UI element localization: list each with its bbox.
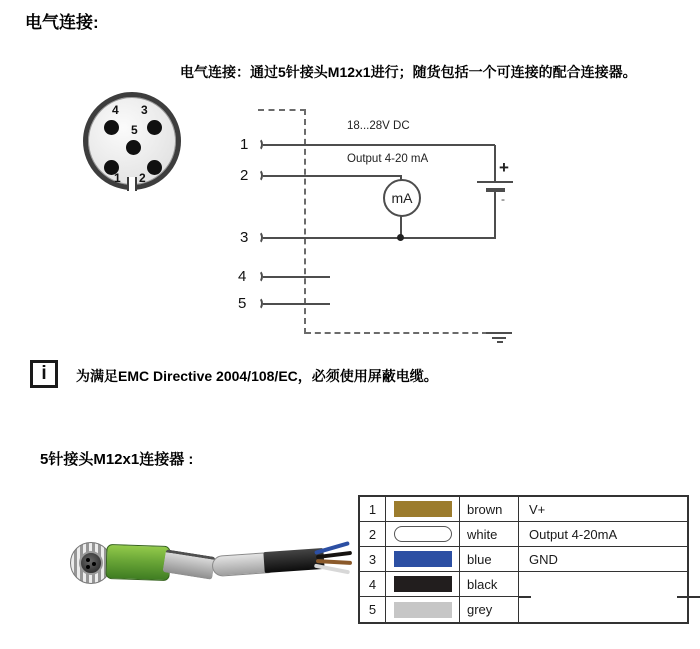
- battery-minus-label: -: [501, 192, 505, 206]
- device-boundary-dashed-vertical: [304, 109, 306, 334]
- schematic-pin-5: 5: [238, 295, 247, 312]
- page-title: 电气连接:: [25, 13, 99, 32]
- table-cell-swatch: [386, 572, 460, 597]
- pin-label: 1: [114, 171, 121, 185]
- table-cell-color: white: [460, 522, 519, 547]
- partial-divider-tick-left: [519, 596, 531, 598]
- pin-socket-symbol: [254, 231, 263, 244]
- table-cell-function: V+: [519, 497, 687, 522]
- table-cell-pin: 5: [360, 597, 386, 622]
- table-cell-function: [519, 572, 687, 597]
- table-cell-swatch: [386, 597, 460, 622]
- pin-contact-3: [147, 120, 162, 135]
- table-cell-pin: 1: [360, 497, 386, 522]
- wire-pin3: [263, 237, 495, 239]
- wire-pin1: [263, 144, 495, 146]
- pin-label: 2: [139, 171, 146, 185]
- cable-sleeve: [163, 549, 216, 580]
- color-swatch-grey: [394, 602, 452, 618]
- schematic-pin-3: 3: [240, 229, 249, 246]
- device-boundary-dashed-top: [258, 109, 306, 111]
- table-cell-pin: 3: [360, 547, 386, 572]
- ground-icon: [486, 332, 512, 334]
- socket-hole: [92, 562, 96, 566]
- battery-plus-label: +: [499, 158, 509, 177]
- battery-plate-long: [477, 181, 513, 183]
- pin-contact-5: [126, 140, 141, 155]
- schematic-pin-4: 4: [238, 268, 247, 285]
- section-title: 5针接头M12x1连接器 :: [40, 451, 194, 468]
- pin-label: 5: [131, 123, 138, 137]
- table-cell-color: brown: [460, 497, 519, 522]
- schematic-pin-1: 1: [240, 136, 249, 153]
- battery-lead-bottom: [494, 192, 496, 239]
- milliammeter-symbol: [383, 179, 421, 217]
- table-cell-pin: 4: [360, 572, 386, 597]
- info-icon-glyph: i: [41, 363, 47, 384]
- table-cell-function: Output 4-20mA: [519, 522, 687, 547]
- pin-socket-symbol: [254, 297, 263, 310]
- pin-label: 3: [141, 103, 148, 117]
- color-swatch-white: [394, 526, 452, 542]
- wire-pin2: [263, 175, 402, 177]
- junction-dot: [397, 234, 404, 241]
- m12-pinout-diagram: [83, 92, 181, 190]
- partial-divider-tick-right: [677, 596, 700, 598]
- intro-text: 电气连接：通过5针接头M12x1进行；随货包括一个可连接的配合连接器。: [180, 64, 637, 80]
- table-cell-swatch: [386, 497, 460, 522]
- wire-color-table: [358, 495, 689, 624]
- m12-cable-connector-photo: [62, 538, 222, 593]
- ground-icon: [497, 341, 503, 343]
- wire-pin5: [263, 303, 330, 305]
- schematic-pin-2: 2: [240, 167, 249, 184]
- table-cell-pin: 2: [360, 522, 386, 547]
- ground-icon: [492, 337, 506, 339]
- pin-socket-symbol: [254, 270, 263, 283]
- keyway-notch: [127, 177, 137, 191]
- meter-unit-label: mA: [391, 190, 413, 206]
- connector-green-body: [105, 544, 170, 581]
- connector-socket-face: [79, 551, 103, 575]
- pin-label: 4: [112, 103, 119, 117]
- wire-pin4: [263, 276, 330, 278]
- info-icon: [30, 360, 58, 388]
- shield-dashed-bottom: [305, 332, 488, 334]
- emc-note-text: 为满足EMC Directive 2004/108/EC，必须使用屏蔽电缆。: [76, 368, 438, 384]
- color-swatch-blue: [394, 551, 452, 567]
- table-cell-color: grey: [460, 597, 519, 622]
- socket-hole: [86, 565, 90, 569]
- pin-socket-symbol: [254, 169, 263, 182]
- table-cell-swatch: [386, 547, 460, 572]
- battery-lead-top: [494, 145, 496, 182]
- table-cell-function: GND: [519, 547, 687, 572]
- table-cell-color: blue: [460, 547, 519, 572]
- color-swatch-black: [394, 576, 452, 592]
- pin-contact-2: [147, 160, 162, 175]
- table-cell-swatch: [386, 522, 460, 547]
- stripped-cable-photo: [210, 540, 355, 592]
- color-swatch-brown: [394, 501, 452, 517]
- socket-hole: [86, 558, 90, 562]
- table-cell-color: black: [460, 572, 519, 597]
- supply-voltage-label: 18...28V DC: [347, 120, 410, 132]
- table-cell-function: [519, 597, 687, 622]
- pin-socket-symbol: [254, 138, 263, 151]
- pin-contact-4: [104, 120, 119, 135]
- output-signal-label: Output 4-20 mA: [347, 153, 429, 165]
